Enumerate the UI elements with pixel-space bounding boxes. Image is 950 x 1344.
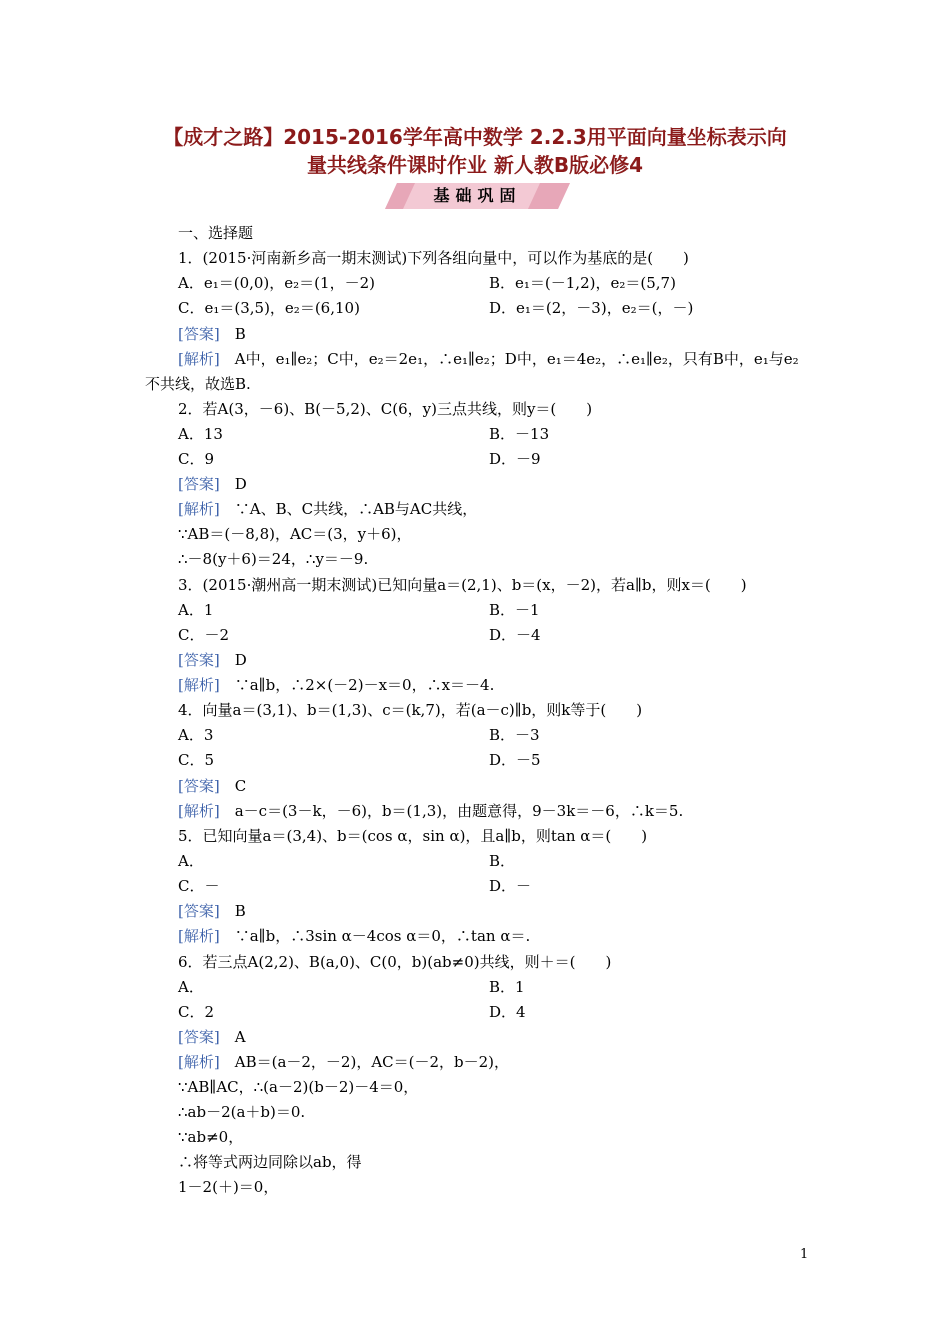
page-number: 1 [800,1247,809,1262]
question-5-option-c: C．－ [178,877,220,895]
answer-value: B [234,325,246,343]
answer-value: D [234,651,247,669]
question-1-answer [178,324,246,344]
banner-title: 基础巩固 [433,186,522,205]
answer-value: C [234,777,247,795]
question-3-option-b: B．－1 [489,601,540,619]
question-6-analysis-line4: ∵ab≠0， [178,1128,244,1146]
question-1-option-c: C．e₁＝(3,5)，e₂＝(6,10) [178,299,360,317]
question-5-stem: 5．已知向量a＝(3,4)、b＝(cos α，sin α)，且a∥b，则tan α＝( ) [178,827,648,845]
question-1-option-b: B．e₁＝(－1,2)，e₂＝(5,7) [489,274,676,292]
question-6-answer [178,1027,246,1047]
answer-tag: [答案] [178,325,220,343]
question-2-option-a: A．13 [178,425,223,443]
analysis-text: A中，e₁∥e₂；C中，e₂＝2e₁，∴e₁∥e₂；D中，e₁＝4e₂，∴e₁∥e₂，只有B中，e₁与e₂ [234,350,799,368]
question-3-stem: 3．(2015·潮州高一期末测试)已知向量a＝(2,1)、b＝(x，－2)，若a∥b，则x＝( ) [178,576,747,594]
question-4-answer [178,776,246,796]
question-6-analysis-line5: ∴将等式两边同除以ab，得 [178,1153,362,1171]
question-4-option-a: A．3 [178,726,214,744]
question-2-option-b: B．－13 [489,425,550,443]
question-6-option-a: A． [178,978,204,996]
analysis-tag: [解析] [178,350,220,368]
question-1-analysis [178,349,799,369]
analysis-tag: [解析] [178,802,220,820]
question-2-analysis [178,499,477,519]
answer-tag: [答案] [178,651,220,669]
analysis-tag: [解析] [178,676,220,694]
question-2-option-d: D．－9 [489,450,541,468]
analysis-tag: [解析] [178,927,220,945]
question-6-option-d: D．4 [489,1003,526,1021]
question-3-option-a: A．1 [178,601,214,619]
question-3-analysis [178,675,494,695]
question-6-analysis-line2: ∵AB∥AC，∴(a－2)(b－2)－4＝0， [178,1078,419,1096]
question-1-stem: 1．(2015·河南新乡高一期末测试)下列各组向量中，可以作为基底的是( ) [178,249,689,267]
question-4-option-b: B．－3 [489,726,540,744]
question-6-option-b: B．1 [489,978,525,996]
question-6-stem: 6．若三点A(2,2)、B(a,0)、C(0，b)(ab≠0)共线，则＋＝( ) [178,953,612,971]
analysis-text: ∵a∥b，∴3sin α－4cos α＝0，∴tan α＝. [234,927,531,945]
answer-value: A [234,1028,246,1046]
answer-tag: [答案] [178,777,220,795]
question-6-analysis [178,1052,509,1072]
question-6-analysis-line6: 1－2(＋)＝0， [178,1178,279,1196]
analysis-text: ∵A、B、C共线，∴AB与AC共线， [234,500,478,518]
document-title-line2: 量共线条件课时作业 新人教B版必修4 [306,153,644,177]
question-3-option-d: D．－4 [489,626,541,644]
question-4-option-c: C．5 [178,751,215,769]
section-heading: 一、选择题 [178,224,254,242]
document-title-line1: 【成才之路】2015-2016学年高中数学 2.2.3用平面向量坐标表示向 [163,125,787,149]
analysis-text: a－c＝(3－k，－6)，b＝(1,3)，由题意得，9－3k＝－6，∴k＝5. [234,802,684,820]
question-4-analysis [178,801,683,821]
question-5-option-b: B． [489,852,516,870]
question-2-stem: 2．若A(3，－6)、B(－5,2)、C(6，y)三点共线，则y＝( ) [178,400,593,418]
question-1-analysis-cont: 不共线，故选B. [145,375,251,393]
question-2-answer [178,474,247,494]
question-6-analysis-line3: ∴ab－2(a＋b)＝0. [178,1103,306,1121]
answer-tag: [答案] [178,902,220,920]
answer-tag: [答案] [178,1028,220,1046]
question-2-analysis-line2: ∵AB＝(－8,8)，AC＝(3，y＋6)， [178,525,412,543]
question-3-option-c: C．－2 [178,626,230,644]
section-banner [385,183,570,209]
analysis-tag: [解析] [178,1053,220,1071]
answer-tag: [答案] [178,475,220,493]
analysis-tag: [解析] [178,500,220,518]
question-1-option-a: A．e₁＝(0,0)，e₂＝(1，－2) [178,274,375,292]
question-5-option-d: D．－ [489,877,532,895]
question-4-stem: 4．向量a＝(3,1)、b＝(1,3)、c＝(k,7)，若(a－c)∥b，则k等于( ) [178,701,643,719]
question-2-option-c: C．9 [178,450,215,468]
question-6-option-c: C．2 [178,1003,215,1021]
answer-value: B [234,902,246,920]
analysis-text: ∵a∥b，∴2×(－2)－x＝0，∴x＝－4. [234,676,495,694]
answer-value: D [234,475,247,493]
question-3-answer [178,650,247,670]
question-1-option-d: D．e₁＝(2，－3)，e₂＝(，－) [489,299,694,317]
question-5-answer [178,901,246,921]
question-2-analysis-line3: ∴－8(y＋6)＝24，∴y＝－9. [178,550,369,568]
question-5-analysis [178,926,530,946]
question-4-option-d: D．－5 [489,751,541,769]
analysis-text: AB＝(a－2，－2)，AC＝(－2，b－2)， [234,1053,510,1071]
question-5-option-a: A． [178,852,204,870]
